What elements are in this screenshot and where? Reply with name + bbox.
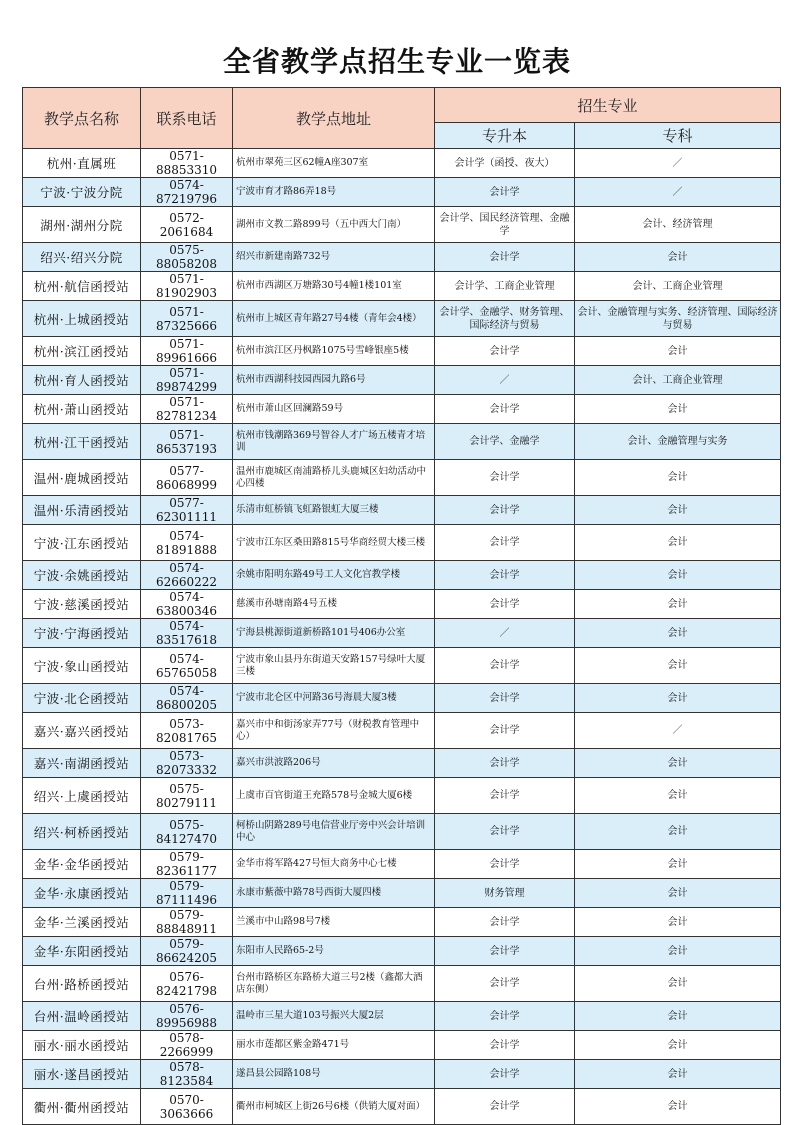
address-cell: 宁波市育才路86弄18号: [233, 178, 435, 207]
upgrade-major-cell: 会计学: [435, 1002, 575, 1031]
junior-major-cell: 会计: [575, 619, 781, 648]
station-name-cell: 丽水·遂昌函授站: [23, 1060, 141, 1089]
junior-major-cell: 会计、金融管理与实务: [575, 424, 781, 460]
station-name-cell: 丽水·丽水函授站: [23, 1031, 141, 1060]
upgrade-major-cell: 会计学: [435, 178, 575, 207]
table-row: [23, 879, 781, 908]
upgrade-major-cell: 会计学: [435, 648, 575, 684]
junior-major-cell: 会计: [575, 648, 781, 684]
junior-major-cell: ／: [575, 149, 781, 178]
address-cell: 慈溪市孙塘南路4号五楼: [233, 590, 435, 619]
station-name-cell: 宁波·宁波分院: [23, 178, 141, 207]
table-row: [23, 814, 781, 850]
phone-cell: 0576-89956988: [141, 1002, 233, 1031]
upgrade-major-cell: 会计学: [435, 684, 575, 713]
header-phone: 联系电话: [141, 88, 233, 149]
phone-cell: 0578-2266999: [141, 1031, 233, 1060]
table-row: [23, 243, 781, 272]
station-name-cell: 杭州·江干函授站: [23, 424, 141, 460]
phone-cell: 0575-88058208: [141, 243, 233, 272]
address-cell: 杭州市西湖科技园西园九路6号: [233, 366, 435, 395]
phone-cell: 0571-87325666: [141, 301, 233, 337]
table-row: [23, 684, 781, 713]
address-cell: 衢州市柯城区上街26号6楼（供销大厦对面）: [233, 1089, 435, 1125]
table-row: [23, 619, 781, 648]
phone-cell: 0577-62301111: [141, 496, 233, 525]
upgrade-major-cell: 会计学: [435, 966, 575, 1002]
table-row: [23, 366, 781, 395]
phone-cell: 0571-88853310: [141, 149, 233, 178]
address-cell: 宁波市江东区桑田路815号华商经贸大楼三楼: [233, 525, 435, 561]
junior-major-cell: 会计: [575, 337, 781, 366]
junior-major-cell: 会计: [575, 814, 781, 850]
address-cell: 上虞市百官街道王充路578号金城大厦6楼: [233, 778, 435, 814]
phone-cell: 0579-82361177: [141, 850, 233, 879]
upgrade-major-cell: 会计学、国民经济管理、金融学: [435, 207, 575, 243]
phone-cell: 0574-83517618: [141, 619, 233, 648]
address-cell: 杭州市钱潮路369号智谷人才广场五楼青才培训: [233, 424, 435, 460]
address-cell: 丽水市莲都区紫金路471号: [233, 1031, 435, 1060]
address-cell: 嘉兴市洪波路206号: [233, 749, 435, 778]
station-name-cell: 金华·永康函授站: [23, 879, 141, 908]
station-name-cell: 宁波·宁海函授站: [23, 619, 141, 648]
station-name-cell: 杭州·航信函授站: [23, 272, 141, 301]
upgrade-major-cell: 会计学: [435, 460, 575, 496]
upgrade-major-cell: 会计学: [435, 908, 575, 937]
page-title: 全省教学点招生专业一览表: [222, 45, 571, 78]
junior-major-cell: 会计: [575, 561, 781, 590]
junior-major-cell: 会计: [575, 684, 781, 713]
station-name-cell: 杭州·萧山函授站: [23, 395, 141, 424]
upgrade-major-cell: ／: [435, 366, 575, 395]
phone-cell: 0573-82073332: [141, 749, 233, 778]
junior-major-cell: 会计: [575, 243, 781, 272]
station-name-cell: 宁波·象山函授站: [23, 648, 141, 684]
table-row: [23, 590, 781, 619]
phone-cell: 0574-62660222: [141, 561, 233, 590]
junior-major-cell: 会计: [575, 525, 781, 561]
table-row: [23, 337, 781, 366]
junior-major-cell: ／: [575, 178, 781, 207]
phone-cell: 0571-89961666: [141, 337, 233, 366]
phone-cell: 0574-87219796: [141, 178, 233, 207]
junior-major-cell: 会计: [575, 1089, 781, 1125]
junior-major-cell: 会计: [575, 749, 781, 778]
upgrade-major-cell: 会计学: [435, 713, 575, 749]
table-row: [23, 496, 781, 525]
station-name-cell: 杭州·育人函授站: [23, 366, 141, 395]
station-name-cell: 衢州·衢州函授站: [23, 1089, 141, 1125]
address-cell: 绍兴市新建南路732号: [233, 243, 435, 272]
phone-cell: 0578-8123584: [141, 1060, 233, 1089]
junior-major-cell: 会计: [575, 908, 781, 937]
table-row: [23, 395, 781, 424]
junior-major-cell: 会计: [575, 879, 781, 908]
junior-major-cell: 会计: [575, 1031, 781, 1060]
upgrade-major-cell: 会计学: [435, 243, 575, 272]
upgrade-major-cell: 会计学: [435, 395, 575, 424]
upgrade-major-cell: 会计学: [435, 496, 575, 525]
address-cell: 杭州市滨江区丹枫路1075号雪峰银座5楼: [233, 337, 435, 366]
station-name-cell: 嘉兴·嘉兴函授站: [23, 713, 141, 749]
table-row: [23, 525, 781, 561]
table-row: [23, 424, 781, 460]
address-cell: 东阳市人民路65-2号: [233, 937, 435, 966]
upgrade-major-cell: 会计学: [435, 1089, 575, 1125]
table-body: [23, 149, 781, 1125]
station-name-cell: 杭州·直属班: [23, 149, 141, 178]
station-name-cell: 金华·金华函授站: [23, 850, 141, 879]
station-name-cell: 台州·温岭函授站: [23, 1002, 141, 1031]
table-row: [23, 850, 781, 879]
phone-cell: 0574-63800346: [141, 590, 233, 619]
table-row: [23, 149, 781, 178]
address-cell: 乐清市虹桥镇飞虹路银虹大厦三楼: [233, 496, 435, 525]
junior-major-cell: 会计、工商企业管理: [575, 366, 781, 395]
station-name-cell: 绍兴·柯桥函授站: [23, 814, 141, 850]
header-upgrade: 专升本: [435, 123, 575, 149]
phone-cell: 0574-86800205: [141, 684, 233, 713]
phone-cell: 0571-86537193: [141, 424, 233, 460]
upgrade-major-cell: 会计学: [435, 814, 575, 850]
address-cell: 兰溪市中山路98号7楼: [233, 908, 435, 937]
table-row: [23, 1031, 781, 1060]
phone-cell: 0571-81902903: [141, 272, 233, 301]
station-name-cell: 宁波·江东函授站: [23, 525, 141, 561]
phone-cell: 0576-82421798: [141, 966, 233, 1002]
phone-cell: 0575-84127470: [141, 814, 233, 850]
header-junior: 专科: [575, 123, 781, 149]
station-name-cell: 湖州·湖州分院: [23, 207, 141, 243]
station-name-cell: 杭州·滨江函授站: [23, 337, 141, 366]
upgrade-major-cell: 会计学、金融学、财务管理、国际经济与贸易: [435, 301, 575, 337]
station-name-cell: 绍兴·上虞函授站: [23, 778, 141, 814]
address-cell: 宁海县桃源街道新桥路101号406办公室: [233, 619, 435, 648]
address-cell: 杭州市西湖区万塘路30号4幢1楼101室: [233, 272, 435, 301]
upgrade-major-cell: 会计学、金融学: [435, 424, 575, 460]
upgrade-major-cell: 会计学: [435, 525, 575, 561]
station-name-cell: 台州·路桥函授站: [23, 966, 141, 1002]
station-name-cell: 杭州·上城函授站: [23, 301, 141, 337]
table-row: [23, 272, 781, 301]
table-row: [23, 1060, 781, 1089]
address-cell: 金华市将军路427号恒大商务中心七楼: [233, 850, 435, 879]
junior-major-cell: 会计: [575, 590, 781, 619]
upgrade-major-cell: 会计学: [435, 937, 575, 966]
upgrade-major-cell: 会计学: [435, 850, 575, 879]
table-row: [23, 460, 781, 496]
address-cell: 杭州市上城区青年路27号4楼（青年会4楼）: [233, 301, 435, 337]
junior-major-cell: 会计: [575, 395, 781, 424]
phone-cell: 0570-3063666: [141, 1089, 233, 1125]
address-cell: 宁波市象山县丹东街道天安路157号绿叶大厦三楼: [233, 648, 435, 684]
address-cell: 宁波市北仑区中河路36号海晨大厦3楼: [233, 684, 435, 713]
table-row: [23, 937, 781, 966]
upgrade-major-cell: 财务管理: [435, 879, 575, 908]
junior-major-cell: ／: [575, 713, 781, 749]
station-name-cell: 宁波·北仑函授站: [23, 684, 141, 713]
upgrade-major-cell: 会计学: [435, 590, 575, 619]
junior-major-cell: 会计: [575, 966, 781, 1002]
table-row: [23, 178, 781, 207]
header-address: 教学点地址: [233, 88, 435, 149]
upgrade-major-cell: 会计学: [435, 1060, 575, 1089]
junior-major-cell: 会计: [575, 496, 781, 525]
table-row: [23, 1002, 781, 1031]
table-row: [23, 908, 781, 937]
address-cell: 嘉兴市中和街汤家弄77号（财税教育管理中心）: [233, 713, 435, 749]
table-row: [23, 749, 781, 778]
phone-cell: 0571-89874299: [141, 366, 233, 395]
station-name-cell: 温州·鹿城函授站: [23, 460, 141, 496]
upgrade-major-cell: 会计学: [435, 749, 575, 778]
header-name: 教学点名称: [23, 88, 141, 149]
table-row: [23, 966, 781, 1002]
phone-cell: 0572-2061684: [141, 207, 233, 243]
table-row: [23, 207, 781, 243]
phone-cell: 0579-86624205: [141, 937, 233, 966]
upgrade-major-cell: ／: [435, 619, 575, 648]
station-name-cell: 金华·东阳函授站: [23, 937, 141, 966]
junior-major-cell: 会计: [575, 1002, 781, 1031]
table-row: [23, 713, 781, 749]
junior-major-cell: 会计: [575, 778, 781, 814]
address-cell: 湖州市文教二路899号（五中西大门南）: [233, 207, 435, 243]
phone-cell: 0574-81891888: [141, 525, 233, 561]
phone-cell: 0575-80279111: [141, 778, 233, 814]
station-name-cell: 嘉兴·南湖函授站: [23, 749, 141, 778]
phone-cell: 0579-88848911: [141, 908, 233, 937]
station-name-cell: 宁波·余姚函授站: [23, 561, 141, 590]
address-cell: 温岭市三星大道103号振兴大厦2层: [233, 1002, 435, 1031]
junior-major-cell: 会计: [575, 1060, 781, 1089]
table-row: [23, 778, 781, 814]
upgrade-major-cell: 会计学（函授、夜大）: [435, 149, 575, 178]
station-name-cell: 金华·兰溪函授站: [23, 908, 141, 937]
address-cell: 温州市鹿城区南浦路桥儿头鹿城区妇幼活动中心四楼: [233, 460, 435, 496]
table-row: [23, 1089, 781, 1125]
address-cell: 永康市紫薇中路78号西街大厦四楼: [233, 879, 435, 908]
phone-cell: 0573-82081765: [141, 713, 233, 749]
junior-major-cell: 会计: [575, 460, 781, 496]
upgrade-major-cell: 会计学: [435, 337, 575, 366]
header-majors: 招生专业: [435, 88, 781, 123]
station-name-cell: 温州·乐清函授站: [23, 496, 141, 525]
address-cell: 杭州市翠苑三区62幢A座307室: [233, 149, 435, 178]
address-cell: 柯桥山阴路289号电信营业厅旁中兴会计培训中心: [233, 814, 435, 850]
table-row: [23, 561, 781, 590]
junior-major-cell: 会计: [575, 850, 781, 879]
upgrade-major-cell: 会计学: [435, 778, 575, 814]
enrollment-table: [22, 87, 781, 1125]
station-name-cell: 绍兴·绍兴分院: [23, 243, 141, 272]
address-cell: 遂昌县公园路108号: [233, 1060, 435, 1089]
table-row: [23, 301, 781, 337]
phone-cell: 0574-65765058: [141, 648, 233, 684]
upgrade-major-cell: 会计学、工商企业管理: [435, 272, 575, 301]
phone-cell: 0571-82781234: [141, 395, 233, 424]
station-name-cell: 宁波·慈溪函授站: [23, 590, 141, 619]
address-cell: 杭州市萧山区回澜路59号: [233, 395, 435, 424]
upgrade-major-cell: 会计学: [435, 1031, 575, 1060]
junior-major-cell: 会计、工商企业管理: [575, 272, 781, 301]
address-cell: 余姚市阳明东路49号工人文化宫教学楼: [233, 561, 435, 590]
upgrade-major-cell: 会计学: [435, 561, 575, 590]
junior-major-cell: 会计: [575, 937, 781, 966]
junior-major-cell: 会计、金融管理与实务、经济管理、国际经济与贸易: [575, 301, 781, 337]
junior-major-cell: 会计、经济管理: [575, 207, 781, 243]
phone-cell: 0577-86068999: [141, 460, 233, 496]
table-row: [23, 648, 781, 684]
phone-cell: 0579-87111496: [141, 879, 233, 908]
address-cell: 台州市路桥区东路桥大道三号2楼（鑫都大酒店东侧）: [233, 966, 435, 1002]
